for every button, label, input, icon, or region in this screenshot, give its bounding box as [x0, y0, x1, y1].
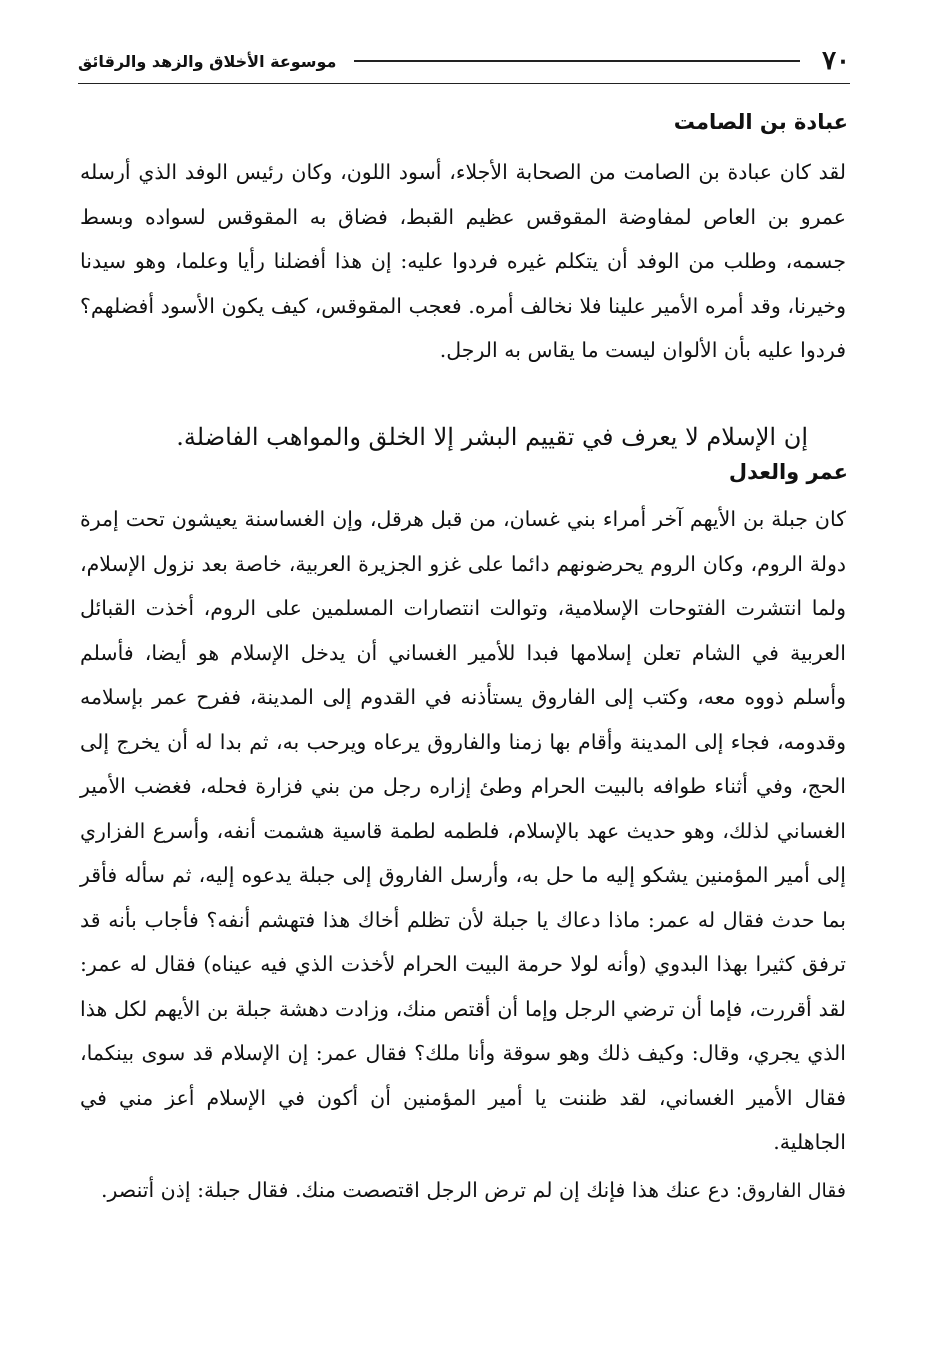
speaker-label: فقال الفاروق:: [735, 1180, 846, 1202]
paragraph-jabala: كان جبلة بن الأيهم آخر أمراء بني غسان، من قبل هرقل، وإن الغساسنة يعيشون تحت إمرة دولة الروم، وكان الروم يحرضونهم دائما على غزو الجزيرة العربية، خاصة بعد نزول الإسلام، ولما انتشرت الفتوحات الإسلامية، وتوالت انتصارات المسلمين على الروم، أخذت القبائل العربية في الشام تعلن إسلامها فبدا للأمير الغساني أن يدخل الإسلام هو أيضا، فأسلم وأسلم ذووه معه، وكتب إلى الفاروق يستأذنه في القدوم إلى المدينة، ففرح عمر بإسلامه وقدومه، فجاء إلى المدينة وأقام بها زمنا والفاروق يرعاه ويرحب به، ثم بدا له أن يخرج إلى الحج، وفي أثناء طوافه بالبيت الحرام وطئ إزاره رجل من بني فزارة فحله، فغضب الأمير الغساني لذلك، وهو حديث عهد بالإسلام، فلطمه لطمة قاسية هشمت أنفه، وأسرع الفزاري إلى أمير المؤمنين يشكو إليه ما حل به، وأرسل الفاروق إلى جبلة يدعوه إليه، ثم سأله فأقر بما حدث فقال له عمر: ماذا دعاك يا جبلة لأن تظلم أخاك هذا فتهشم أنفه؟ فأجاب بأنه قد ترفق كثيرا بهذا البدوي (وأنه لولا حرمة البيت الحرام لأخذت الذي فيه عيناه) فقال له عمر: لقد أقررت، فإما أن ترضي الرجل وإما أن أقتص منك، وزادت دهشة جبلة بن الأيهم لكل هذا الذي يجري، وقال: وكيف ذلك وهو سوقة وأنا ملك؟ فقال عمر: إن الإسلام قد سوى بينكما، فقال الأمير الغساني، لقد ظننت يا أمير المؤمنين أن أكون في الإسلام أعز مني في الجاهلية.: [80, 507, 846, 1154]
section-heading-umar: عمر والعدل: [728, 460, 848, 484]
header-divider: [78, 83, 850, 84]
paragraph-ubada: لقد كان عبادة بن الصامت من الصحابة الأجلاء، أسود اللون، وكان رئيس الوفد الذي أرسله عمرو بن العاص لمفاوضة المقوقس عظيم القبط، فضاق به المقوقس لسواده وبسط جسمه، وطلب من الوفد أن يتكلم غيره فردوا عليه: إن هذا أفضلنا رأيا وعلما، وهو سيدنا وخيرنا، وقد أمره الأمير علينا فلا نخالف أمره. فعجب المقوقس، كيف يكون الأسود أفضلهم؟ فردوا عليه بأن الألوان ليست ما يقاس به الرجل.: [80, 160, 846, 362]
highlight-quote: إن الإسلام لا يعرف في تقييم البشر إلا الخلق والمواهب الفاضلة.: [176, 423, 808, 451]
section-heading-ubada: عبادة بن الصامت: [673, 110, 848, 134]
book-title: موسوعة الأخلاق والزهد والرقائق: [78, 51, 337, 71]
page-number: ٧٠: [822, 46, 850, 76]
header-rule: [354, 60, 800, 62]
paragraph-final: [80, 1168, 846, 1214]
final-text: دع عنك هذا فإنك إن لم ترض الرجل اقتصصت منك. فقال جبلة: إذن أتنصر.: [100, 1178, 730, 1202]
page-header: [78, 44, 850, 78]
